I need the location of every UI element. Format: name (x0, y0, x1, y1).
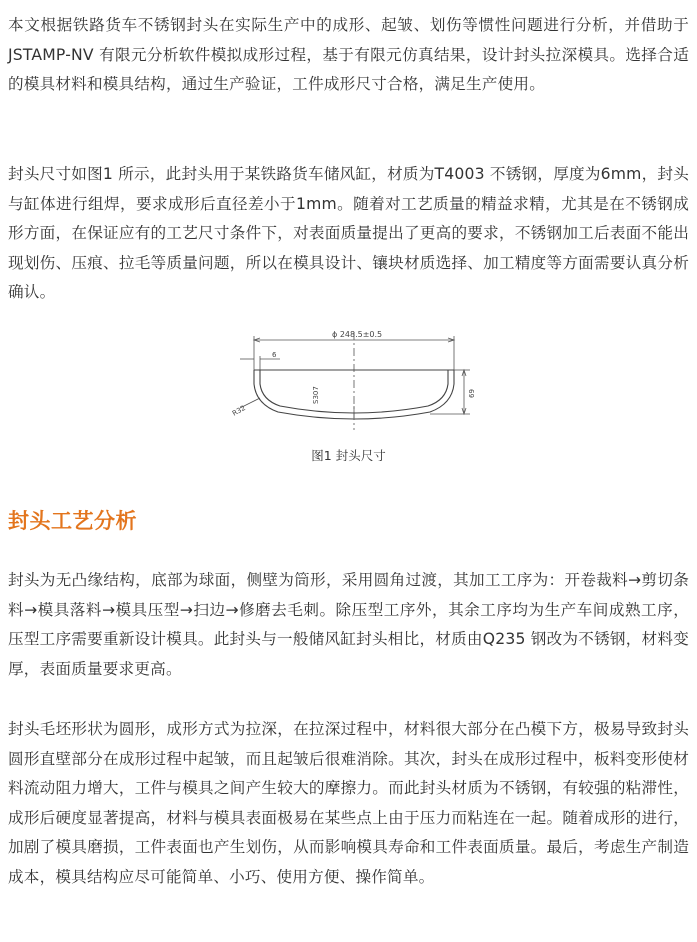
figure-caption: 图1 封头尺寸 (311, 448, 386, 463)
intro-paragraph: 本文根据铁路货车不锈钢封头在实际生产中的成形、起皱、划伤等惯性问题进行分析，并借助于JSTAMP-NV 有限元分析软件模拟成形过程，基于有限元仿真结果，设计封头拉深模具。选择合适的模具材料和模具结构，通过生产验证，工件成形尺寸合格，满足生产使用。 (8, 16, 689, 93)
sphere-label: S307 (312, 386, 320, 404)
forming-paragraph: 封头毛坯形状为圆形，成形方式为拉深，在拉深过程中，材料很大部分在凸模下方，极易导致封头圆形直壁部分在成形过程中起皱，而且起皱后很难消除。其次，封头在成形过程中，板料变形使材料流动阻力增大，工件与模具之间产生较大的摩擦力。而此封头材质为不锈钢，有较强的粘滞性，成形后硬度显著提高，材料与模具表面极易在某些点上由于压力而粘连在一起。随着成形的进行，加剧了模具磨损，工件表面也产生划伤，从而影响模具寿命和工件表面质量。最后，考虑生产制造成本，模具结构应尽可能简单、小巧、使用方便、操作简单。 (8, 720, 689, 886)
size-paragraph: 封头尺寸如图1 所示，此封头用于某铁路货车储风缸，材质为T4003 不锈钢，厚度为6mm，封头与缸体进行组焊，要求成形后直径差小于1mm。随着对工艺质量的精益求精，尤其是在不锈钢成形方面，在保证应有的工艺尺寸条件下，对表面质量提出了更高的要求，不锈钢加工后表面不能出现划伤、压痕、拉毛等质量问题，所以在模具设计、镶块材质选择、加工精度等方面需要认真分析确认。 (8, 165, 689, 301)
diameter-label: ϕ 248.5±0.5 (332, 330, 383, 339)
section-heading: 封头工艺分析 (8, 509, 137, 533)
thickness-label: 6 (272, 351, 277, 359)
head-dimension-drawing (220, 326, 480, 466)
height-label: 69 (468, 389, 476, 398)
radius-label: R32 (231, 403, 247, 418)
process-paragraph: 封头为无凸缘结构，底部为球面，侧壁为筒形，采用圆角过渡，其加工工序为：开卷裁料→剪切条料→模具落料→模具压型→扫边→修磨去毛刺。除压型工序外，其余工序均为生产车间成熟工序，压型工序需要重新设计模具。此封头与一般储风缸封头相比，材质由Q235 钢改为不锈钢，材料变厚，表面质量要求更高。 (8, 571, 689, 678)
